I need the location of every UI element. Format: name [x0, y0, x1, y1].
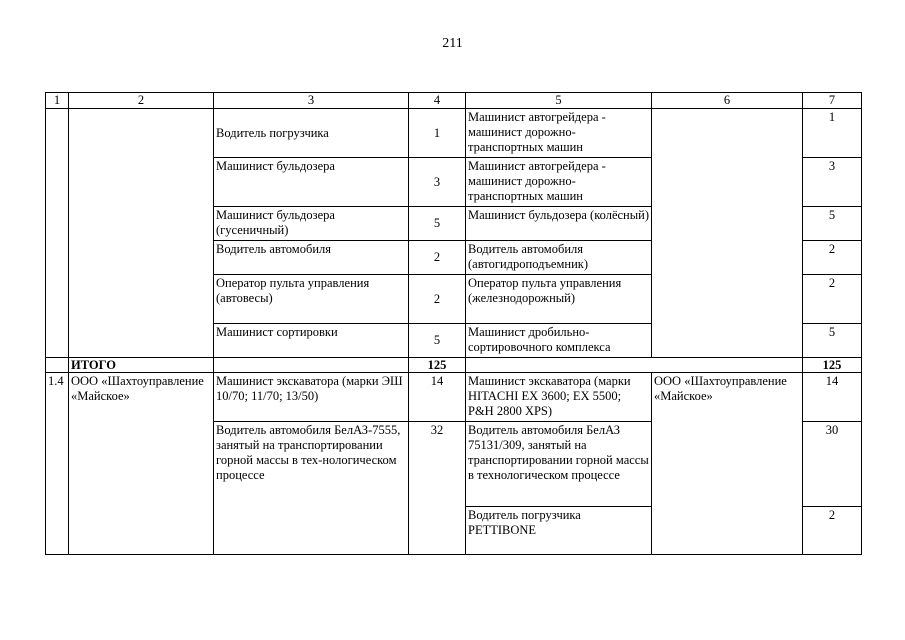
new-count-cell: 3	[803, 158, 862, 207]
table-row	[46, 109, 862, 158]
new-position-cell: Машинист бульдозера (колёсный)	[466, 207, 652, 241]
position-cell: Оператор пульта управления (автовесы)	[214, 275, 409, 324]
header-cell: 7	[803, 93, 862, 109]
header-cell: 5	[466, 93, 652, 109]
row-number-cell	[46, 109, 69, 358]
count-cell: 2	[409, 275, 466, 324]
position-cell: Машинист сортировки	[214, 324, 409, 358]
new-position-cell: Машинист автогрейдера - машинист дорожно-транспортных машин	[466, 158, 652, 207]
new-position-cell: Водитель погрузчика PETTIBONE	[466, 507, 652, 555]
header-row	[46, 93, 862, 109]
new-position-cell: Оператор пульта управления (железнодорожный)	[466, 275, 652, 324]
position-cell: Машинист экскаватора (марки ЭШ 10/70; 11/70; 13/50)	[214, 373, 409, 422]
staffing-table	[45, 92, 862, 555]
count-cell: 5	[409, 324, 466, 358]
position-cell: Машинист бульдозера	[214, 158, 409, 207]
position-cell: Водитель автомобиля БелАЗ-7555, занятый на транспортировании горной массы в тех-нологическом процессе	[214, 422, 409, 555]
new-position-cell: Машинист автогрейдера - машинист дорожно-транспортных машин	[466, 109, 652, 158]
count-cell: 5	[409, 207, 466, 241]
position-cell	[214, 358, 409, 373]
total-row	[46, 358, 862, 373]
new-count-cell: 2	[803, 275, 862, 324]
position-cell: Водитель погрузчика	[214, 109, 409, 158]
new-position-cell: Машинист дробильно-сортировочного комплекса	[466, 324, 652, 358]
new-organization-cell	[652, 358, 803, 373]
new-position-cell: Водитель автомобиля (автогидроподъемник)	[466, 241, 652, 275]
position-cell: Водитель автомобиля	[214, 241, 409, 275]
new-count-cell: 14	[803, 373, 862, 422]
total-label: ИТОГО	[69, 358, 214, 373]
new-count-cell: 30	[803, 422, 862, 507]
table-row	[46, 373, 862, 422]
count-cell: 1	[409, 109, 466, 158]
new-organization-cell	[652, 109, 803, 358]
header-cell: 3	[214, 93, 409, 109]
row-number-cell	[46, 358, 69, 373]
organization-cell: ООО «Шахтоуправление «Майское»	[69, 373, 214, 555]
count-cell: 32	[409, 422, 466, 555]
organization-cell	[69, 109, 214, 358]
count-cell: 14	[409, 373, 466, 422]
new-count-cell: 2	[803, 507, 862, 555]
new-position-cell: Водитель автомобиля БелАЗ 75131/309, занятый на транспортировании горной массы в технологическом процессе	[466, 422, 652, 507]
header-cell: 1	[46, 93, 69, 109]
position-cell: Машинист бульдозера (гусеничный)	[214, 207, 409, 241]
new-position-cell: Машинист экскаватора (марки HITACHI EX 3600; EX 5500; P&H 2800 XPS)	[466, 373, 652, 422]
new-count-cell: 2	[803, 241, 862, 275]
new-count-cell: 5	[803, 207, 862, 241]
new-count-cell: 5	[803, 324, 862, 358]
row-number-cell: 1.4	[46, 373, 69, 555]
total-count: 125	[409, 358, 466, 373]
count-cell: 3	[409, 158, 466, 207]
new-count-cell: 1	[803, 109, 862, 158]
count-cell: 2	[409, 241, 466, 275]
new-position-cell	[466, 358, 652, 373]
page-number: 211	[442, 36, 463, 51]
new-organization-cell: ООО «Шахтоуправление «Майское»	[652, 373, 803, 555]
total-new-count: 125	[803, 358, 862, 373]
header-cell: 6	[652, 93, 803, 109]
header-cell: 4	[409, 93, 466, 109]
header-cell: 2	[69, 93, 214, 109]
